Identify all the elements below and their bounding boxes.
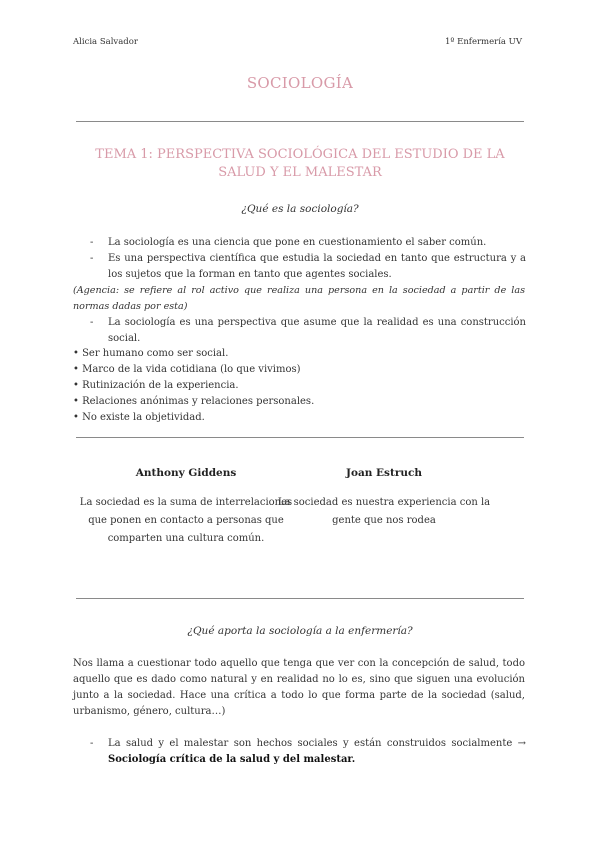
question-heading: ¿Qué aporta la sociología a la enfermería? xyxy=(187,625,413,637)
list-item-text: La sociología es una perspectiva que asume que la realidad es una construcción social. xyxy=(108,317,526,344)
list-item xyxy=(90,315,526,347)
list-item: • Rutinización de la experiencia. xyxy=(73,380,239,391)
header-course: 1º Enfermería UV xyxy=(445,37,522,47)
question-heading: ¿Qué es la sociología? xyxy=(241,203,359,215)
list-item: • Marco de la vida cotidiana (lo que vivimos) xyxy=(73,364,301,375)
list-item: • Ser humano como ser social. xyxy=(73,348,229,359)
list-item-text: La salud y el malestar son hechos sociales y están construidos socialmente → xyxy=(108,738,526,749)
key-points-list xyxy=(73,346,314,426)
list-item: • Relaciones anónimas y relaciones personales. xyxy=(73,396,315,407)
list-item-text: La sociología es una ciencia que pone en cuestionamiento el saber común. xyxy=(108,237,487,248)
bold-conclusion: Sociología crítica de la salud y del malestar. xyxy=(108,754,356,765)
definition-author: Anthony Giddens xyxy=(135,467,237,479)
body-paragraph: Nos llama a cuestionar todo aquello que tenga que ver con la concepción de salud, todo aquello que es dado como natural y en realidad no lo es, sino que siguen una evolución junto a la sociedad. Hace una crítica a todo lo que forma parte de la sociedad (salud, urbanismo, género, cultura…) xyxy=(73,658,525,717)
divider xyxy=(76,598,524,599)
bullet-dash: - xyxy=(90,253,94,264)
bullet-dash: - xyxy=(90,738,94,749)
document-title: SOCIOLOGÍA xyxy=(246,74,354,92)
header-author: Alicia Salvador xyxy=(73,37,138,47)
list-item xyxy=(90,251,526,283)
bullet-dash: - xyxy=(90,237,94,248)
definition-text: La sociedad es la suma de interrelaciones que ponen en contacto a personas que comparten una cultura común. xyxy=(79,497,293,544)
definition-author: Joan Estruch xyxy=(345,467,423,479)
list-item xyxy=(90,736,526,768)
list-item-text: Es una perspectiva científica que estudia la sociedad en tanto que estructura y a los sujetos que la forman en tanto que agentes sociales. xyxy=(108,253,526,280)
list-item xyxy=(90,235,526,251)
topic-subtitle: TEMA 1: PERSPECTIVA SOCIOLÓGICA DEL ESTUDIO DE LA SALUD Y EL MALESTAR xyxy=(95,147,505,180)
list-item: • No existe la objetividad. xyxy=(73,412,205,423)
definition-text: La sociedad es nuestra experiencia con la gente que nos rodea xyxy=(277,497,491,526)
agencia-note: (Agencia: se refiere al rol activo que realiza una persona en la sociedad a partir de las normas dadas por esta) xyxy=(73,285,525,312)
divider xyxy=(76,437,524,438)
divider xyxy=(76,121,524,122)
bullet-dash: - xyxy=(90,317,94,328)
